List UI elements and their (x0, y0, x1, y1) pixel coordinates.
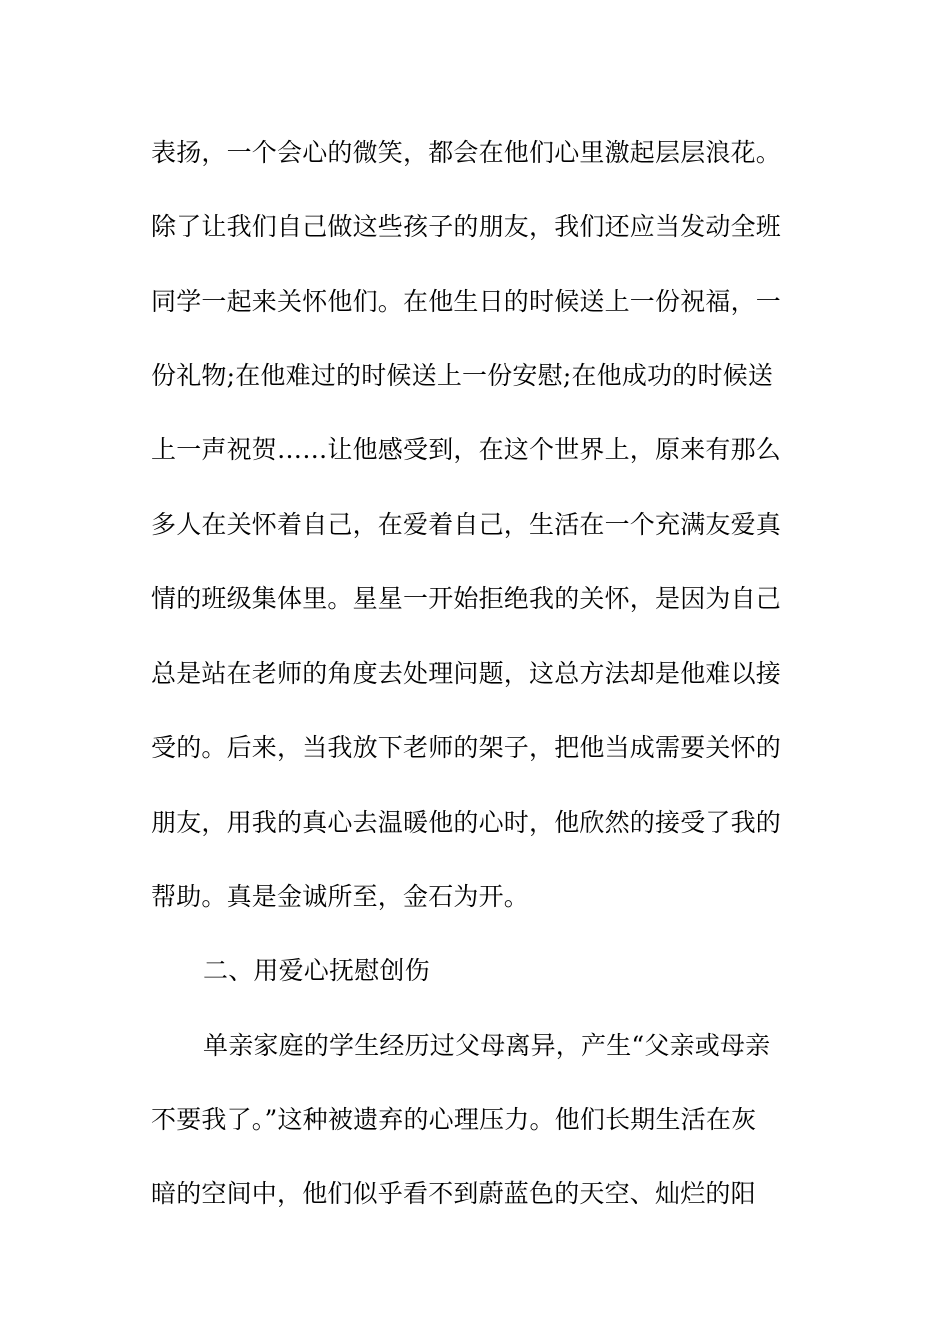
text-line-4: 份礼物;在他难过的时候送上一份安慰;在他成功的时候送 (151, 361, 774, 390)
text-line-10: 朋友，用我的真心去温暖他的心时，他欣然的接受了我的 (151, 808, 782, 837)
text-line-7: 情的班级集体里。星星一开始拒绝我的关怀，是因为自己 (151, 584, 782, 613)
text-line-5: 上一声祝贺……让他感受到，在这个世界上，原来有那么 (151, 435, 782, 464)
text-line-2: 除了让我们自己做这些孩子的朋友，我们还应当发动全班 (151, 212, 782, 241)
text-line-13: 单亲家庭的学生经历过父母离异，产生“父亲或母亲 (203, 1031, 771, 1060)
text-line-6: 多人在关怀着自己，在爱着自己，生活在一个充满友爱真 (151, 510, 782, 539)
text-line-1: 表扬，一个会心的微笑，都会在他们心里激起层层浪花。 (151, 138, 782, 167)
text-line-8: 总是站在老师的角度去处理问题，这总方法却是他难以接 (151, 659, 782, 688)
text-line-9: 受的。后来，当我放下老师的架子，把他当成需要关怀的 (151, 733, 782, 762)
text-line-15: 暗的空间中，他们似乎看不到蔚蓝色的天空、灿烂的阳 (151, 1179, 756, 1208)
text-line-14: 不要我了。”这种被遗弃的心理压力。他们长期生活在灰 (151, 1105, 757, 1134)
text-line-3: 同学一起来关怀他们。在他生日的时候送上一份祝福，一 (151, 287, 782, 316)
section-heading: 二、用爱心抚慰创伤 (203, 956, 430, 985)
text-line-11: 帮助。真是金诚所至，金石为开。 (151, 882, 530, 911)
